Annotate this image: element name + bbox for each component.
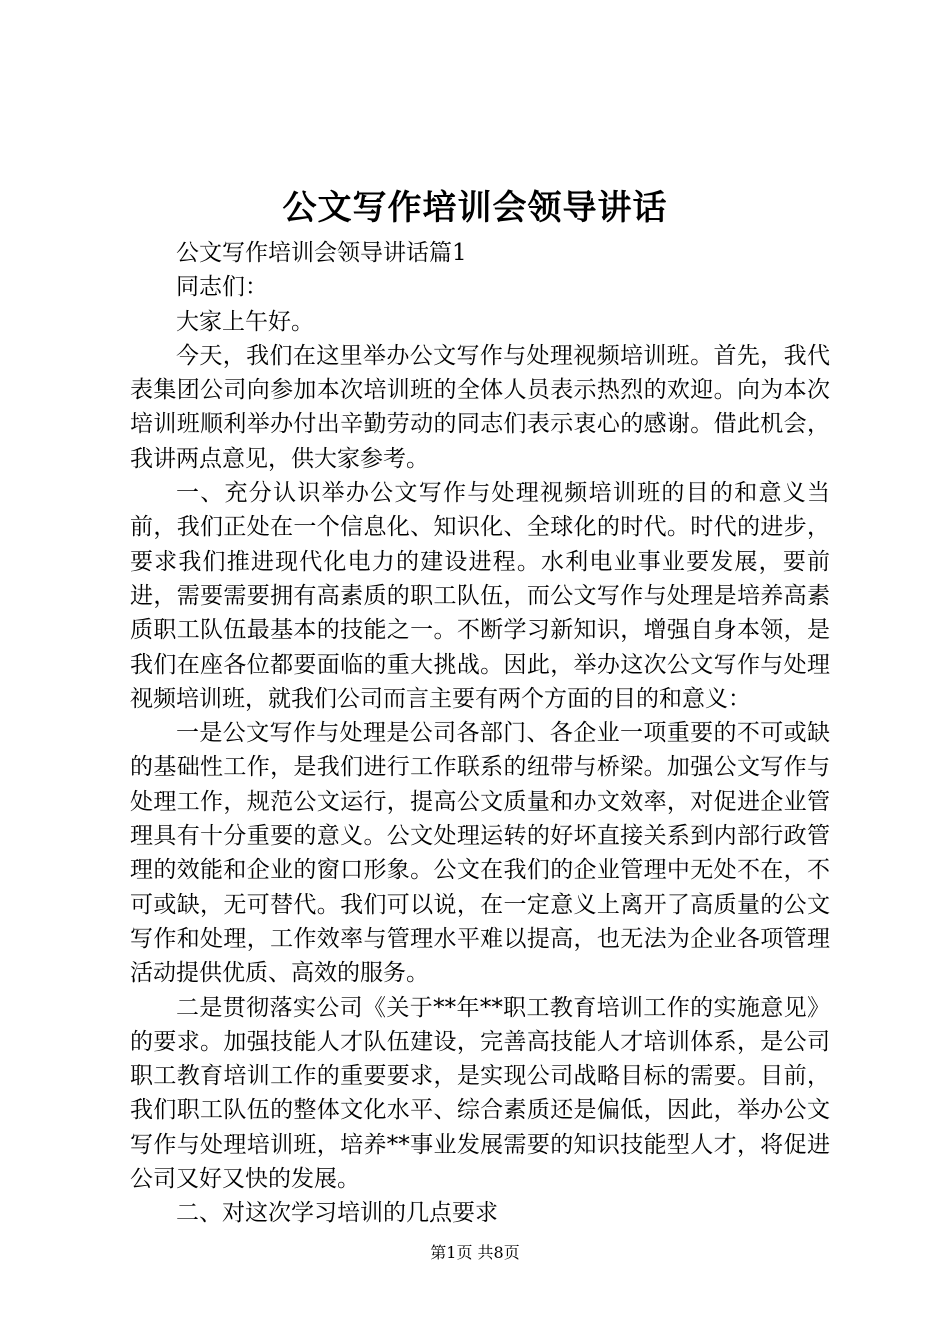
paragraph-point-two: 二是贯彻落实公司《关于**年**职工教育培训工作的实施意见》的要求。加强技能人才队伍建设，完善高技能人才培训体系，是公司职工教育培训工作的重要要求，是实现公司战略目标的需要。目前，我们职工队伍的整体文化水平、综合素质还是偏低，因此，举办公文写作与处理培训班，培养**事业发展需要的知识技能型人才，将促进公司又好又快的发展。 bbox=[130, 994, 830, 1193]
paragraph-heading: 公文写作培训会领导讲话篇1 bbox=[176, 240, 467, 266]
paragraph-section-one: 一、充分认识举办公文写作与处理视频培训班的目的和意义当前，我们正处在一个信息化、知识化、全球化的时代。时代的进步，要求我们推进现代化电力的建设进程。水利电业事业要发展，要前进，需要需要拥有高素质的职工队伍，而公文写作与处理是培养高素质职工队伍最基本的技能之一。不断学习新知识，增强自身本领，是我们在座各位都要面临的重大挑战。因此，举办这次公文写作与处理视频培训班，就我们公司而言主要有两个方面的目的和意义： bbox=[130, 480, 830, 712]
paragraph-point-one: 一是公文写作与处理是公司各部门、各企业一项重要的不可或缺的基础性工作，是我们进行工作联系的纽带与桥梁。加强公文写作与处理工作，规范公文运行，提高公文质量和办文效率，对促进企业管理具有十分重要的意义。公文处理运转的好坏直接关系到内部行政管理的效能和企业的窗口形象。公文在我们的企业管理中无处不在，不可或缺，无可替代。我们可以说，在一定意义上离开了高质量的公文写作和处理，工作效率与管理水平难以提高，也无法为企业各项管理活动提供优质、高效的服务。 bbox=[130, 720, 830, 987]
paragraph-section-two: 二、对这次学习培训的几点要求 bbox=[176, 1200, 498, 1227]
document-body bbox=[130, 236, 830, 1231]
document-title: 公文写作培训会领导讲话 bbox=[282, 188, 668, 228]
paragraph-greeting: 大家上午好。 bbox=[176, 308, 314, 335]
paragraph-opening: 今天，我们在这里举办公文写作与处理视频培训班。首先，我代表集团公司向参加本次培训班的全体人员表示热烈的欢迎。向为本次培训班顺利举办付出辛勤劳动的同志们表示衷心的感谢。借此机会，我讲两点意见，供大家参考。 bbox=[130, 342, 830, 472]
paragraph-salutation: 同志们： bbox=[176, 274, 268, 301]
page-footer: 第1页 共8页 bbox=[430, 1243, 520, 1262]
